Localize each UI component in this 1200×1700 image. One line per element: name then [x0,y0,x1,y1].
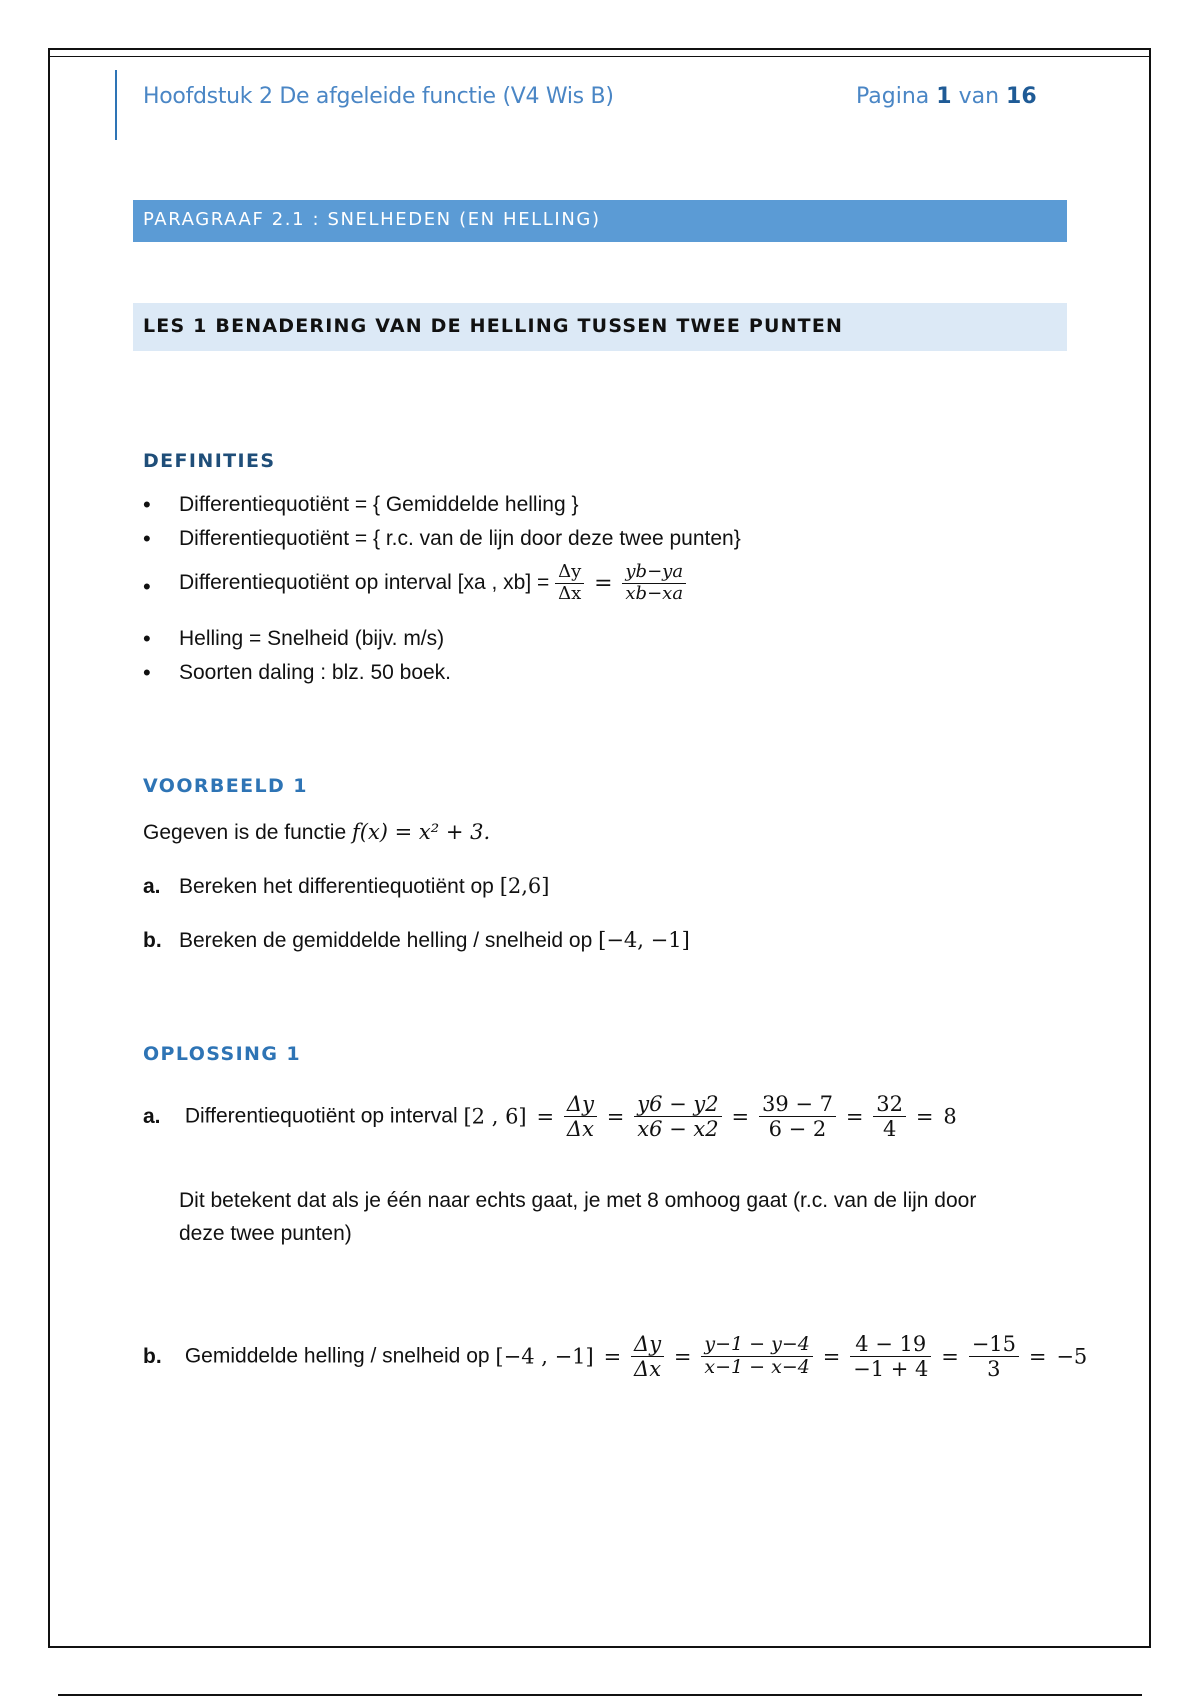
explanation-line-1: Dit betekent dat als je één naar echts gaat, je met 8 omhoog gaat (r.c. van de lijn door [179,1189,977,1212]
header-accent-bar [115,70,117,140]
frac-simplified: $\frac{32}{4}$ [873,1092,906,1141]
bullet-icon: • [143,574,151,599]
page-prefix: Pagina [856,84,930,109]
bullet-icon: • [143,660,151,685]
formula-points: $\frac{yb-ya}{xb-xa}$ [622,562,686,604]
page-frame [48,48,1151,1648]
frac-delta: $\frac{\Delta y}{\Delta x}$ [631,1332,664,1381]
formula-delta: $\frac{\Delta y}{\Delta x}$ [555,562,584,604]
page-current: 1 [936,84,952,109]
oplossing-a: a. Differentiequotiënt op interval [2 , 6] = $\frac{\Delta y}{\Delta x}$ = $\frac{y6 - y2}{x6 - x2}$ = $\frac{39 - 7}{6 - 2}$ = $\frac{32}{4}$ = 8 [143,1092,957,1142]
result-b: −5 [1056,1344,1088,1369]
function-expression: f(x) = x² + 3. [351,820,491,844]
bullet-icon: • [143,526,151,551]
explanation-line-2: deze twee punten) [179,1222,352,1245]
definities-heading: DEFINITIES [143,450,276,472]
bottom-rule [58,1694,1142,1696]
header-title: Hoofdstuk 2 De afgeleide functie (V4 Wis B) [143,84,614,109]
oplossing-b: b. Gemiddelde helling / snelheid op [−4 , −1] = $\frac{\Delta y}{\Delta x}$ = $\frac{y-1 - y-4}{x-1 - x-4}$ = $\frac{4 - 19}{-1 + 4}$ = $\frac{-15}{3}$ = −5 [143,1332,1088,1382]
voorbeeld-question-b: b. Bereken de gemiddelde helling / snelheid op [−4, −1] [143,928,690,952]
frac-delta: $\frac{\Delta y}{\Delta x}$ [564,1092,597,1141]
voorbeeld-heading: VOORBEELD 1 [143,775,308,797]
frac-simplified: $\frac{-15}{3}$ [969,1332,1019,1381]
frac-values: $\frac{4 - 19}{-1 + 4}$ [850,1332,931,1381]
lesson-heading: LES 1 BENADERING VAN DE HELLING TUSSEN TWEE PUNTEN [133,303,1067,351]
page-total: 16 [1006,84,1037,109]
page-mid: van [958,84,1000,109]
voorbeeld-intro: Gegeven is de functie f(x) = x² + 3. [143,820,491,844]
frac-points: $\frac{y-1 - y-4}{x-1 - x-4}$ [701,1334,812,1379]
voorbeeld-question-a: a. Bereken het differentiequotiënt op [2,6] [143,874,550,898]
frame-inner-rule [50,56,1149,57]
section-heading: PARAGRAAF 2.1 : SNELHEDEN (EN HELLING) [133,200,1067,242]
oplossing-heading: OPLOSSING 1 [143,1043,301,1065]
header-page-number [856,84,1037,109]
bullet-icon: • [143,626,151,651]
frac-points: $\frac{y6 - y2}{x6 - x2}$ [634,1092,721,1141]
frac-values: $\frac{39 - 7}{6 - 2}$ [759,1092,836,1141]
result-a: 8 [943,1104,957,1129]
bullet-icon: • [143,492,151,517]
